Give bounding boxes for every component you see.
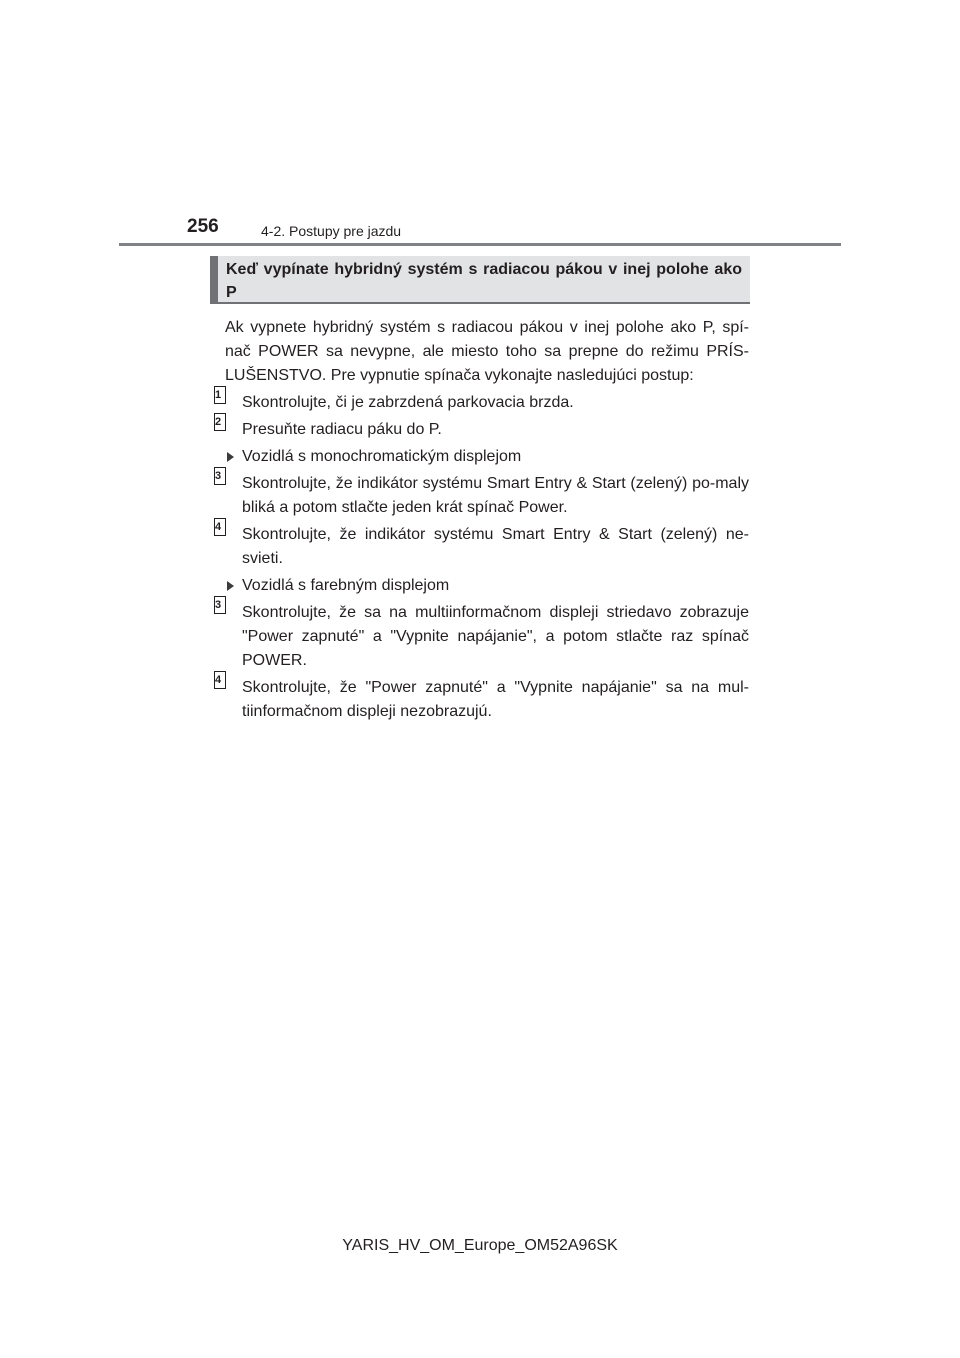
header-rule [119,243,841,246]
step-text: Skontrolujte, že "Power zapnuté" a "Vypnite napájanie" sa na mul-tiinformačnom displeji nezobrazujú. [242,679,749,720]
step-item [215,416,749,442]
step-item [215,599,749,673]
step-number-badge: 1 [214,386,226,404]
step-item [215,674,749,724]
step-number-badge: 2 [214,413,226,431]
step-text: Skontrolujte, že indikátor systému Smart Entry & Start (zelený) ne-svieti. [242,526,749,567]
variant-label-mono [225,445,749,469]
heading-text: Keď vypínate hybridný systém s radiacou pákou v inej polohe ako P [226,261,742,301]
variant-label-color [225,574,749,598]
content [215,316,749,727]
step-item [215,389,749,415]
step-item [215,521,749,571]
step-text: Skontrolujte, že indikátor systému Smart Entry & Start (zelený) po-maly bliká a potom stlačte jeden krát spínač Power. [242,475,749,516]
section-title: 4-2. Postupy pre jazdu [261,223,402,239]
footer-doc-id: YARIS_HV_OM_Europe_OM52A96SK [342,1237,618,1254]
triangle-bullet-icon [227,452,234,462]
intro-paragraph: Ak vypnete hybridný systém s radiacou pákou v inej polohe ako P, spí-nač POWER sa nevypne, ale miesto toho sa prepne do režimu PRÍS-LUŠENSTVO. Pre vypnutie spínača vykonajte nasledujúci postup: [225,319,749,384]
variant-label-text: Vozidlá s farebným displejom [242,577,450,594]
step-number-badge: 4 [214,671,226,689]
page-number: 256 [187,216,219,237]
step-text: Skontrolujte, či je zabrzdená parkovacia brzda. [242,394,574,411]
step-number-badge: 4 [214,518,226,536]
variant-label-text: Vozidlá s monochromatickým displejom [242,448,522,465]
step-number-badge: 3 [214,596,226,614]
step-text: Presuňte radiacu páku do P. [242,421,442,438]
step-text: Skontrolujte, že sa na multiinformačnom displeji striedavo zobrazuje "Power zapnuté" a "Vypnite napájanie", a potom stlačte raz spínač POWER. [242,604,749,669]
triangle-bullet-icon [227,581,234,591]
step-item [215,470,749,520]
heading-box [210,256,750,304]
step-number-badge: 3 [214,467,226,485]
